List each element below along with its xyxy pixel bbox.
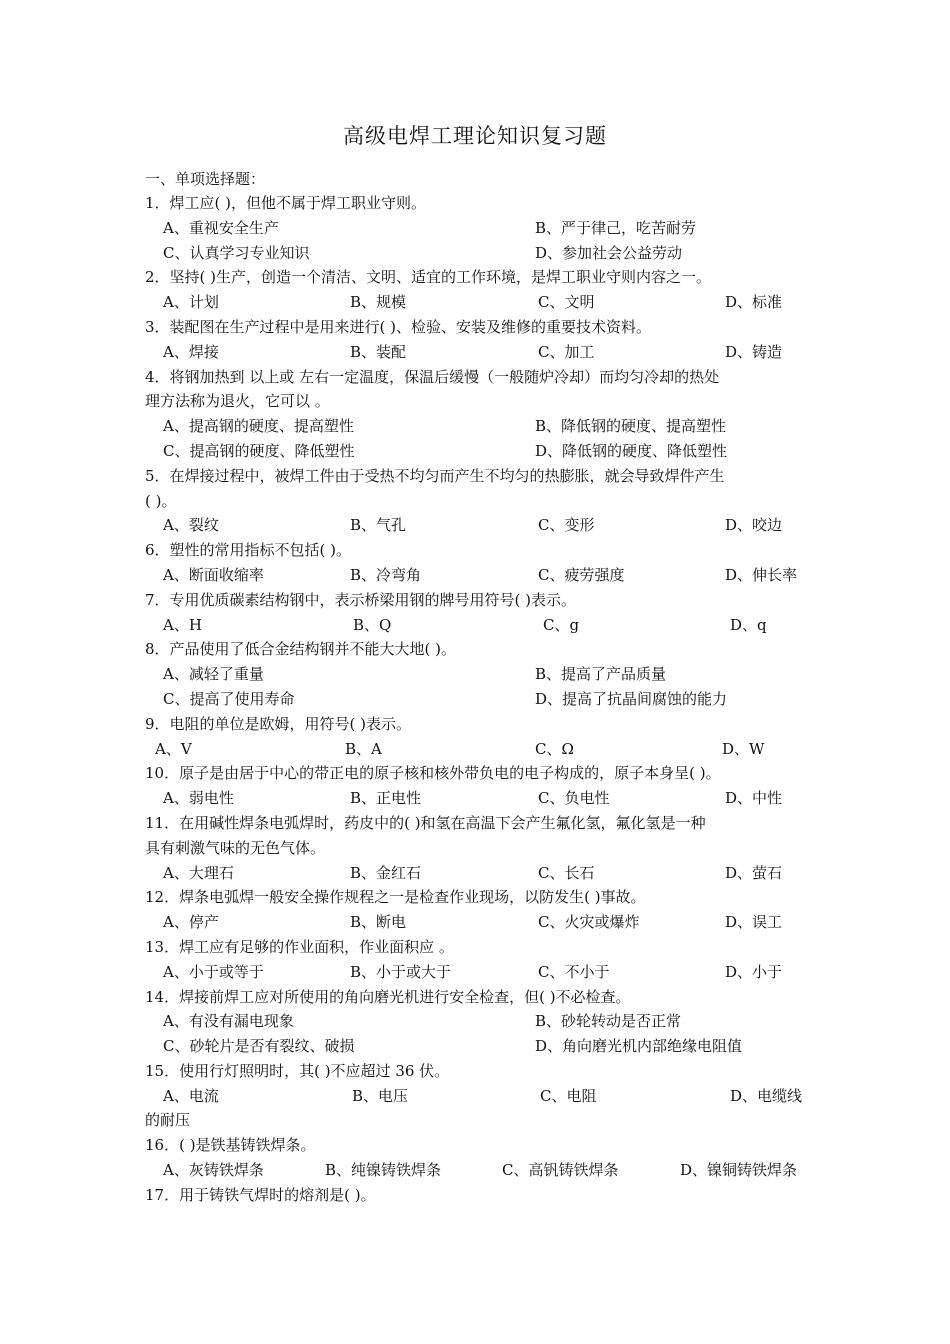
answer-option: C、疲劳强度 — [538, 565, 625, 584]
answer-option: A、减轻了重量 — [163, 665, 264, 684]
question-line: 理方法称为退火，它可以 。 — [145, 392, 330, 411]
answer-option: B、Q — [353, 615, 392, 634]
answer-option: D、W — [722, 739, 765, 758]
answer-option: C、火灾或爆炸 — [538, 913, 640, 932]
answer-option: A、有没有漏电现象 — [163, 1012, 294, 1031]
answer-option: B、正电性 — [350, 789, 422, 808]
answer-option: C、变形 — [538, 516, 595, 535]
answer-option: C、电阻 — [540, 1086, 597, 1105]
answer-option: C、负电性 — [538, 789, 610, 808]
question-line: 12．焊条电弧焊一般安全操作规程之一是检查作业现场，以防发生( )事故。 — [145, 888, 646, 907]
options-row — [145, 439, 813, 464]
answer-option: D、中性 — [725, 789, 783, 808]
answer-option: A、裂纹 — [163, 516, 219, 535]
answer-option: D、伸长率 — [725, 565, 798, 584]
answer-option: B、纯镍铸铁焊条 — [325, 1161, 442, 1180]
options-row — [145, 1034, 813, 1059]
answer-option: C、长石 — [538, 863, 595, 882]
options-row — [145, 737, 813, 762]
options-row — [145, 1009, 813, 1034]
answer-option: A、灰铸铁焊条 — [163, 1161, 264, 1180]
answer-option: A、电流 — [163, 1086, 219, 1105]
answer-option: C、砂轮片是否有裂纹、破损 — [163, 1037, 355, 1056]
answer-option: B、规模 — [350, 293, 407, 312]
answer-option: D、小于 — [725, 962, 783, 981]
question-line: ( )。 — [145, 491, 177, 510]
question-line: 13．焊工应有足够的作业面积，作业面积应 。 — [145, 937, 454, 956]
section-heading: 一、单项选择题： — [145, 170, 266, 188]
answer-option: A、停产 — [163, 913, 219, 932]
answer-option: B、气孔 — [350, 516, 407, 535]
answer-option: A、H — [163, 615, 202, 634]
answer-option: A、断面收缩率 — [163, 565, 264, 584]
answer-option: D、降低钢的硬度、降低塑性 — [535, 441, 728, 460]
question-list — [145, 191, 813, 1208]
question-line: 5．在焊接过程中，被焊工件由于受热不均匀而产生不均匀的热膨胀，就会导致焊件产生 — [145, 466, 725, 485]
options-row — [145, 216, 813, 241]
answer-option: C、g — [543, 615, 580, 634]
answer-option: C、认真学习专业知识 — [163, 243, 310, 262]
answer-option: C、提高了使用寿命 — [163, 689, 295, 708]
answer-option: B、冷弯角 — [350, 565, 422, 584]
answer-option: A、提高钢的硬度、提高塑性 — [163, 417, 354, 436]
options-row — [145, 1084, 813, 1109]
answer-option: B、严于律己，吃苦耐劳 — [535, 218, 697, 237]
answer-option: B、断电 — [350, 913, 407, 932]
question-line: 7．专用优质碳素结构钢中，表示桥梁用钢的牌号用符号( )表示。 — [145, 590, 577, 609]
answer-option: A、焊接 — [163, 342, 219, 361]
question-line: 具有刺激气味的无色气体。 — [145, 838, 326, 857]
answer-option: D、铸造 — [725, 342, 783, 361]
question-line: 15．使用行灯照明时，其( )不应超过 36 伏。 — [145, 1061, 450, 1080]
question-line: 17．用于铸铁气焊时的熔剂是( )。 — [145, 1185, 376, 1204]
options-row — [145, 910, 813, 935]
answer-option: D、q — [730, 615, 767, 634]
options-row — [145, 290, 813, 315]
question-line: 的耐压 — [145, 1111, 191, 1130]
answer-option: D、提高了抗晶间腐蚀的能力 — [535, 689, 728, 708]
answer-option: A、大理石 — [163, 863, 234, 882]
question-line: 3．装配图在生产过程中是用来进行( )、检验、安装及维修的重要技术资料。 — [145, 317, 652, 336]
options-row — [145, 563, 813, 588]
options-row — [145, 340, 813, 365]
options-row — [145, 513, 813, 538]
answer-option: C、高钒铸铁焊条 — [502, 1161, 619, 1180]
answer-option: C、Ω — [535, 739, 574, 758]
question-line: 6．塑性的常用指标不包括( )。 — [145, 541, 352, 560]
options-row — [145, 613, 813, 638]
answer-option: B、A — [345, 739, 382, 758]
question-line: 10．原子是由居于中心的带正电的原子核和核外带负电的电子构成的，原子本身呈( )。 — [145, 764, 721, 783]
question-line: 4．将钢加热到 以上或 左右一定温度，保温后缓慢（一般随炉冷却）而均匀冷却的热处 — [145, 367, 720, 386]
answer-option: B、小于或大于 — [350, 962, 452, 981]
question-line: 9．电阻的单位是欧姆，用符号( )表示。 — [145, 714, 412, 733]
options-row — [145, 687, 813, 712]
answer-option: B、砂轮转动是否正常 — [535, 1012, 682, 1031]
answer-option: B、降低钢的硬度、提高塑性 — [535, 417, 727, 436]
answer-option: C、加工 — [538, 342, 595, 361]
question-line: 2．坚持( )生产，创造一个清洁、文明、适宜的工作环境，是焊工职业守则内容之一。 — [145, 268, 712, 287]
answer-option: B、提高了产品质量 — [535, 665, 667, 684]
options-row — [145, 960, 813, 985]
options-row — [145, 861, 813, 886]
answer-option: D、角向磨光机内部绝缘电阻值 — [535, 1037, 743, 1056]
answer-option: A、重视安全生产 — [163, 218, 279, 237]
answer-option: B、电压 — [352, 1086, 409, 1105]
question-line: 14．焊接前焊工应对所使用的角向磨光机进行安全检查，但( )不必检查。 — [145, 987, 631, 1006]
answer-option: A、小于或等于 — [163, 962, 264, 981]
question-line: 8．产品使用了低合金结构钢并不能大大地( )。 — [145, 640, 457, 659]
options-row — [145, 786, 813, 811]
question-line: 1．焊工应( )，但他不属于焊工职业守则。 — [145, 194, 427, 212]
answer-option: D、镍铜铸铁焊条 — [680, 1161, 798, 1180]
answer-option: D、误工 — [725, 913, 783, 932]
answer-option: A、计划 — [163, 293, 219, 312]
answer-option: B、金红石 — [350, 863, 422, 882]
options-row — [145, 414, 813, 439]
options-row — [145, 1158, 813, 1183]
answer-option: C、文明 — [538, 293, 595, 312]
answer-option: A、弱电性 — [163, 789, 234, 808]
answer-option: D、标准 — [725, 293, 783, 312]
answer-option: C、不小于 — [538, 962, 610, 981]
answer-option: C、提高钢的硬度、降低塑性 — [163, 441, 355, 460]
answer-option: D、电缆线 — [730, 1086, 803, 1105]
answer-option: B、装配 — [350, 342, 407, 361]
question-line: 16．( )是铁基铸铁焊条。 — [145, 1136, 316, 1155]
answer-option: D、萤石 — [725, 863, 783, 882]
answer-option: D、参加社会公益劳动 — [535, 243, 683, 262]
options-row — [145, 241, 813, 266]
options-row — [145, 662, 813, 687]
question-line: 11．在用碱性焊条电弧焊时，药皮中的( )和氢在高温下会产生氟化氢，氟化氢是一种 — [145, 813, 706, 832]
answer-option: A、V — [155, 739, 192, 758]
answer-option: D、咬边 — [725, 516, 783, 535]
document-title: 高级电焊工理论知识复习题 — [343, 124, 607, 148]
